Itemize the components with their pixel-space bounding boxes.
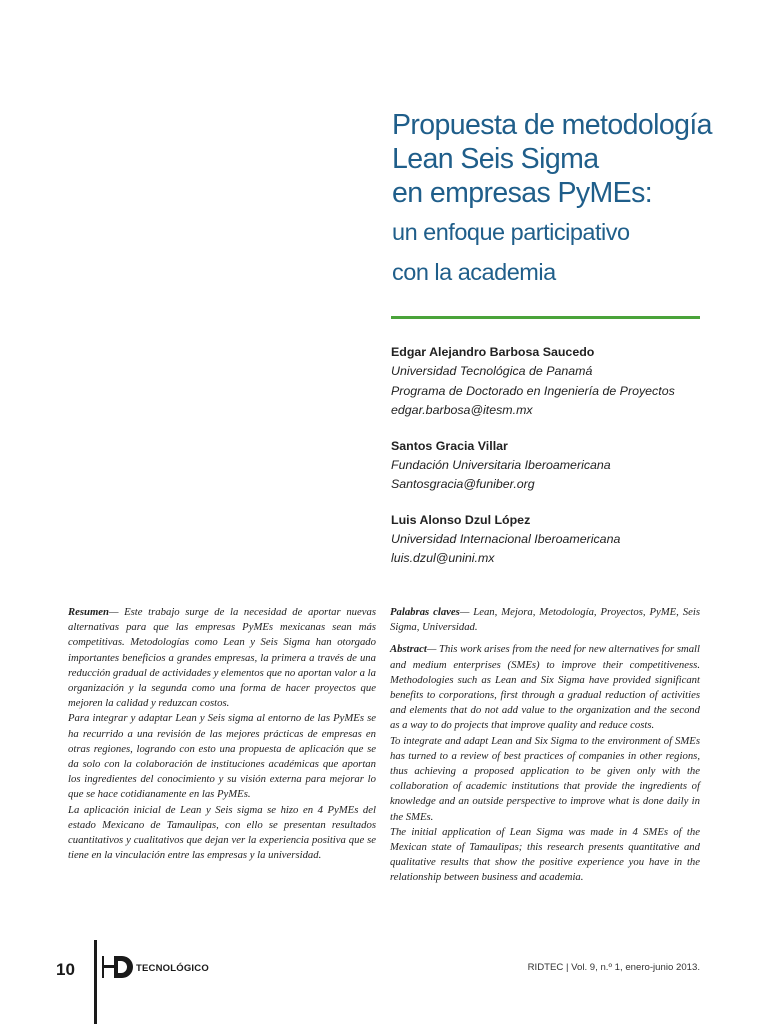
subtitle-line-2: con la academia (392, 259, 556, 285)
title-line-3: en empresas PyMEs: (392, 177, 653, 209)
title-divider (391, 316, 700, 319)
hd-logo-icon (102, 956, 134, 980)
title-line-1: Propuesta de metodología (392, 109, 712, 141)
resumen-column (68, 605, 376, 863)
abstract-label: Abstract (390, 643, 427, 656)
footer-divider (94, 940, 97, 1024)
page-number: 10 (56, 960, 75, 979)
author-affiliation: Universidad Tecnológica de Panamá (391, 364, 593, 378)
keywords-text: — Lean, Mejora, Metodología, Proyectos, PyME, Seis Sigma, Universidad. (390, 606, 700, 634)
author-program: Programa de Doctorado en Ingeniería de Proyectos (391, 383, 675, 398)
journal-logo (102, 956, 209, 980)
author-email[interactable]: luis.dzul@unini.mx (391, 551, 495, 565)
keywords-label: Palabras claves (390, 606, 460, 618)
resumen-text-1: — Este trabajo surge de la necesidad de aportar nuevas alternativas para que las empresas PyMEs mexicanas sean más competitivas. Metodologías como Lean y Seis Sigma han otorgado importantes beneficios a grandes empresas, la primera a través de una reducción gradual de actividades y elementos que no aportan valor a la organización y la segunda como una forma de hacer proyectos que mejoren la calidad y reduzcan costos. (68, 606, 376, 710)
resumen-paragraph-1 (68, 605, 376, 711)
resumen-label: Resumen (68, 606, 109, 618)
author-name: Santos Gracia Villar (391, 438, 508, 453)
abstract-text-1: — This work arises from the need for new alternatives for small and medium enterprises (SMEs) to improve their competitiveness. Methodologies such as Lean and Six Sigma have provided significant benefits to corporations, first through a gradual reduction of activities and elements that do not add value to the organization and the second as a way to do projects that improve quality and reduce costs. (390, 643, 700, 732)
abstract-column (390, 605, 700, 886)
author-affiliation: Universidad Internacional Iberoamericana (391, 531, 621, 546)
resumen-paragraph-2: Para integrar y adaptar Lean y Seis sigma al entorno de las PyMEs se ha recurrido a una revisión de las mejores prácticas de empresas en otras regiones, logrando con esto una propuesta de aplicación que se da solo con la colaboración de instituciones académicas que aportan los ingredientes del conocimiento y su visión externa para mejorar lo que se hace cotidianamente en las PyMEs. (68, 712, 376, 801)
author-list (391, 343, 721, 585)
author-3 (391, 511, 721, 569)
title-line-2: Lean Seis Sigma (392, 143, 599, 175)
article-title (392, 108, 712, 292)
logo-text: TECNOLÓGICO (136, 962, 209, 974)
author-1 (391, 343, 721, 421)
abstract-paragraph-1 (390, 642, 700, 733)
author-2 (391, 437, 721, 495)
keywords-paragraph (390, 605, 700, 635)
journal-reference: RIDTEC | Vol. 9, n.º 1, enero-junio 2013. (527, 962, 700, 973)
abstract-paragraph-3: The initial application of Lean Sigma was made in 4 SMEs of the Mexican state of Tamaulipas; this research presents quantitative and qualitative results that show the positive experience you have in the relationship between business and academia. (390, 825, 700, 884)
abstract-paragraph-2: To integrate and adapt Lean and Six Sigma to the environment of SMEs has turned to a review of best practices of companies in other regions, thus achieving a proposed application to be given only with the collaboration of academic institutions that provide the ingredients of knowledge and an outside perspective to improve what is done daily in the SMEs. (390, 734, 700, 823)
subtitle-line-1: un enfoque participativo (392, 219, 630, 245)
author-email[interactable]: edgar.barbosa@itesm.mx (391, 403, 533, 417)
author-name: Edgar Alejandro Barbosa Saucedo (391, 345, 595, 359)
author-affiliation: Fundación Universitaria Iberoamericana (391, 457, 611, 472)
resumen-paragraph-3: La aplicación inicial de Lean y Seis sigma se hizo en 4 PyMEs del estado Mexicano de Tamaulipas, con ello se presentan resultados cuantitativos y cualitativos que dejan ver la experiencia positiva que se tiene en la vinculación entre las empresas y la universidad. (68, 803, 376, 862)
author-name: Luis Alonso Dzul López (391, 512, 531, 527)
author-email[interactable]: Santosgracia@funiber.org (391, 477, 535, 491)
